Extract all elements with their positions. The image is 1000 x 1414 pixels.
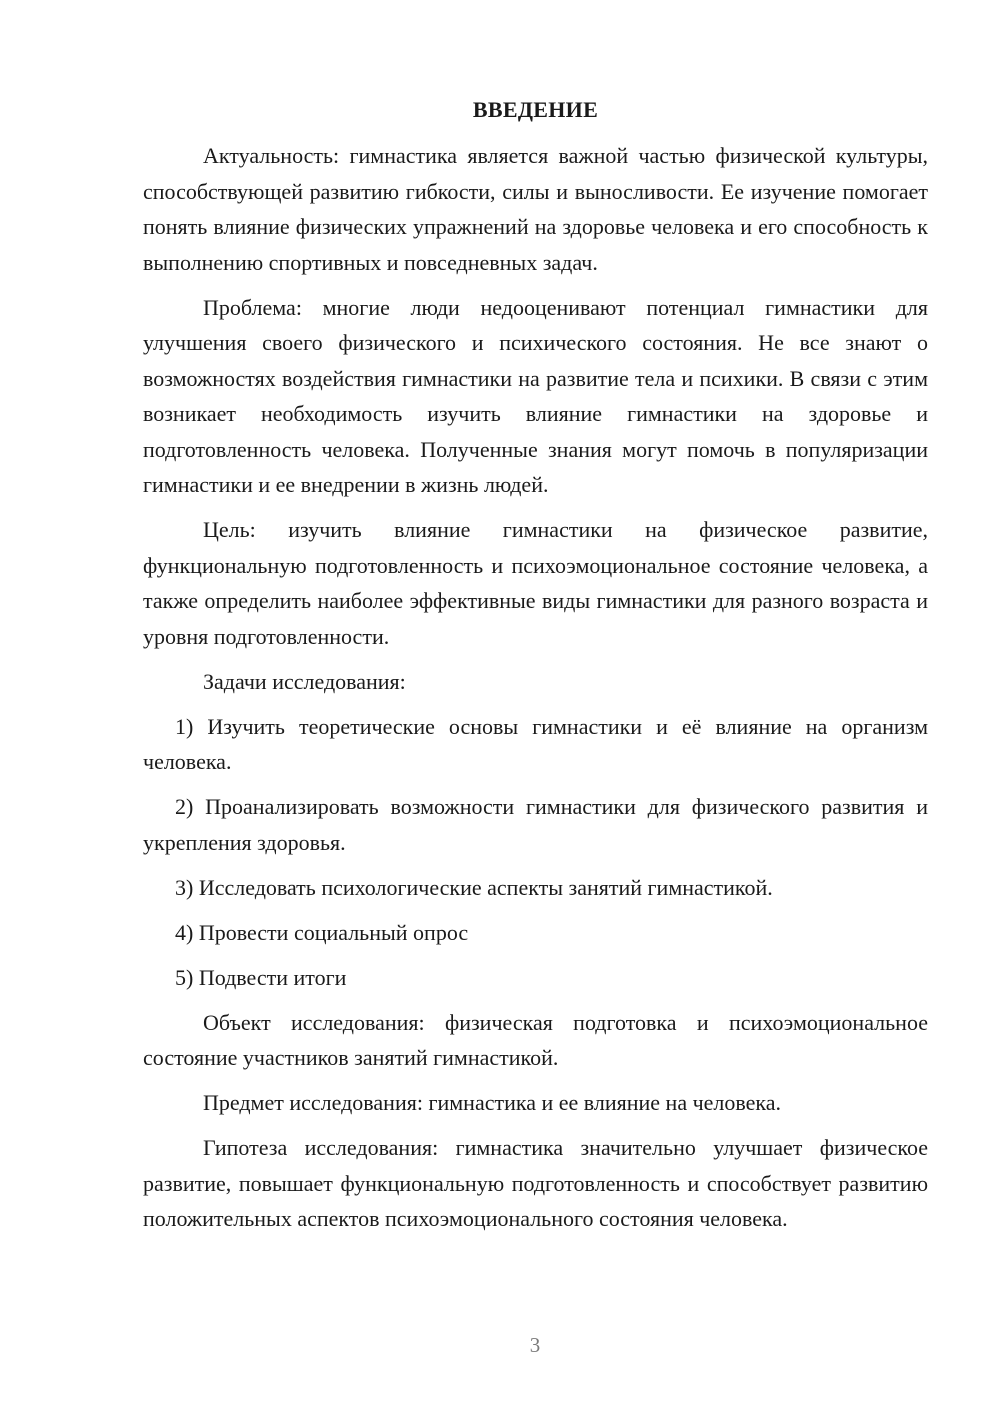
document-page [143,92,928,1246]
paragraph-problem: Проблема: многие люди недооценивают потенциал гимнастики для улучшения своего физического и психического состояния. Не все знают о возможностях воздействия гимнастики на развитие тела и психики. В связи с этим возникает необходимость изучить влияние гимнастики на здоровье и подготовленность человека. Полученные знания могут помочь в популяризации гимнастики и ее внедрении в жизнь людей. [143,294,928,497]
section-title: ВВЕДЕНИЕ [472,97,599,122]
task-item-5: 5) Подвести итоги [175,964,347,990]
paragraph-subject: Предмет исследования: гимнастика и ее влияние на человека. [203,1090,782,1115]
task-item-2: 2) Проанализировать возможности гимнастики для физического развития и укрепления здоровья. [143,794,928,855]
paragraph-object: Объект исследования: физическая подготовка и психоэмоциональное состояние участников занятий гимнастикой. [143,1009,928,1070]
task-item-1: 1) Изучить теоретические основы гимнастики и её влияние на организм человека. [143,713,928,774]
task-item-4: 4) Провести социальный опрос [175,919,469,945]
paragraph-goal: Цель: изучить влияние гимнастики на физическое развитие, функциональную подготовленность и психоэмоциональное состояние человека, а также определить наиболее эффективные виды гимнастики для разного возраста и уровня подготовленности. [143,517,928,649]
page-number: 3 [529,1333,541,1357]
task-item-3: 3) Исследовать психологические аспекты занятий гимнастикой. [175,874,773,900]
paragraph-relevance: Актуальность: гимнастика является важной частью физической культуры, способствующей развитию гибкости, силы и выносливости. Ее изучение помогает понять влияние физических упражнений на здоровье человека и его способность к выполнению спортивных и повседневных задач. [143,143,928,275]
paragraph-tasks-heading: Задачи исследования: [203,668,406,694]
paragraph-hypothesis: Гипотеза исследования: гимнастика значительно улучшает физическое развитие, повышает функциональную подготовленность и способствует развитию положительных аспектов психоэмоционального состояния человека. [143,1135,928,1231]
